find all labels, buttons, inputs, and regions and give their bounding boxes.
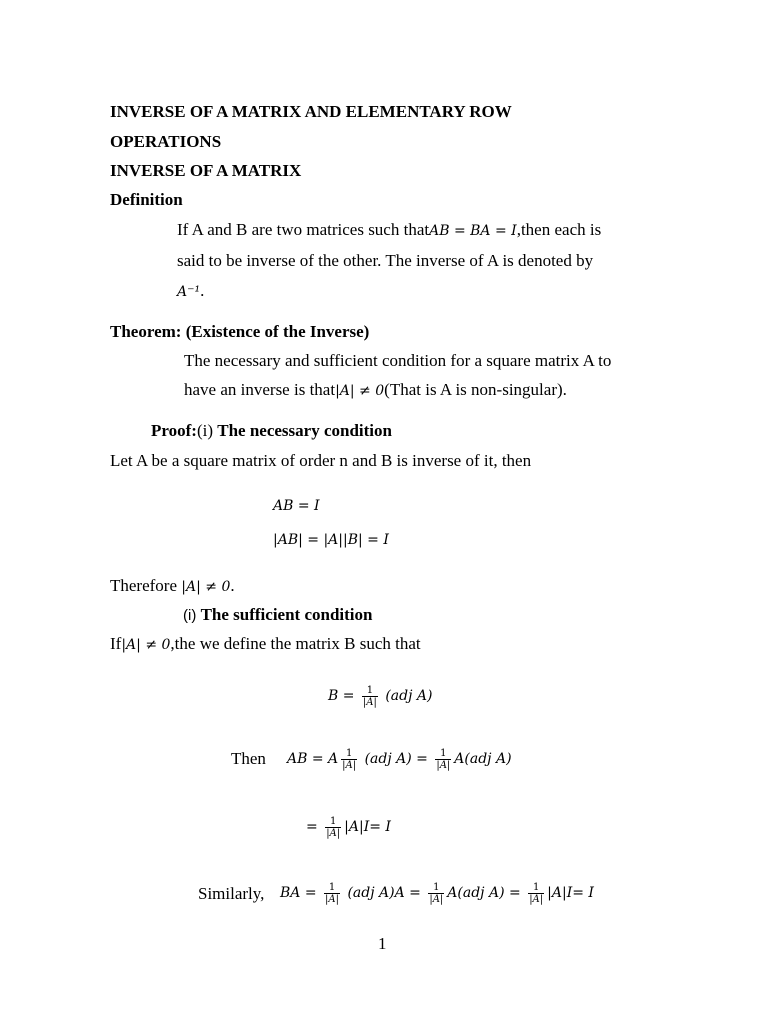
- sim-lhs: BA =: [280, 885, 322, 901]
- sufficient-condition-title: The sufficient condition: [200, 605, 373, 624]
- then-rhs: A(adj A): [454, 751, 512, 767]
- heading-title-line1: INVERSE OF A MATRIX AND ELEMENTARY ROW: [110, 102, 512, 121]
- proof-heading: [151, 421, 392, 441]
- proof-part-ii: (i): [183, 607, 197, 624]
- equation-then-ab: [287, 747, 512, 771]
- equation-result: [306, 815, 391, 839]
- page-number: 1: [378, 934, 387, 953]
- fraction-numerator: 1: [329, 815, 337, 827]
- necessary-condition-title: The necessary condition: [217, 421, 392, 440]
- then-adj: (adj A) =: [364, 751, 433, 767]
- fraction-one-over-det: [435, 748, 451, 771]
- fraction-denominator: |A|: [429, 893, 444, 905]
- definition-line3-end: .: [200, 281, 205, 300]
- eq-b-lhs: B =: [328, 688, 359, 704]
- fraction-denominator: |A|: [529, 893, 544, 905]
- result-tail: |A|I= I: [344, 819, 391, 835]
- similarly-label: Similarly,: [198, 884, 265, 903]
- fraction-denominator: |A|: [362, 696, 377, 708]
- theorem-text-a: have an inverse is that: [184, 380, 336, 399]
- definition-label: Definition: [110, 190, 183, 209]
- definition-line3: [177, 281, 204, 302]
- theorem-line1: The necessary and sufficient condition for a square matrix A to: [184, 351, 612, 370]
- fraction-numerator: 1: [328, 881, 336, 893]
- inverse-notation: A⁻¹: [177, 284, 201, 300]
- theorem-text-b: (That is A is non-singular).: [384, 380, 567, 399]
- fraction-one-over-det: [362, 685, 378, 708]
- definition-math-ab-ba-i: AB = BA = I: [429, 223, 517, 239]
- fraction-numerator: 1: [440, 747, 447, 759]
- sim-rhs: A(adj A): [447, 885, 505, 901]
- heading-inverse-of-matrix: INVERSE OF A MATRIX: [110, 161, 302, 180]
- sufficient-heading: [183, 605, 372, 626]
- proof-part-i: (i): [196, 421, 213, 440]
- fraction-one-over-det: [341, 748, 357, 771]
- fraction-numerator: 1: [532, 881, 540, 893]
- fraction-numerator: 1: [345, 747, 353, 759]
- fraction-one-over-det: [428, 882, 444, 905]
- definition-text-a: If A and B are two matrices such that: [177, 220, 430, 239]
- then-label: Then: [231, 749, 266, 768]
- definition-line1: [177, 220, 601, 241]
- fraction-one-over-det: [324, 882, 340, 905]
- fraction-one-over-det: [325, 816, 341, 839]
- definition-text-b: ,then each is: [516, 220, 602, 239]
- therefore-math: |A| ≠ 0: [181, 579, 231, 595]
- fraction-denominator: |A|: [325, 893, 339, 905]
- fraction-numerator: 1: [433, 881, 440, 893]
- sim-eq: =: [504, 885, 526, 901]
- if-line: [110, 634, 421, 655]
- fraction-denominator: |A|: [326, 827, 341, 839]
- theorem-line2: [184, 380, 567, 401]
- therefore-end: .: [230, 576, 235, 595]
- theorem-label: Theorem: (Existence of the Inverse): [110, 322, 370, 341]
- if-math: |A| ≠ 0: [121, 637, 171, 653]
- equation-det-ab: |AB| = |A||B| = I: [273, 532, 389, 548]
- then-lhs: AB = A: [287, 751, 339, 767]
- proof-label: Proof:: [151, 421, 197, 440]
- proof-let-line: Let A be a square matrix of order n and B is inverse of it, then: [110, 451, 532, 470]
- therefore-line: [110, 576, 235, 597]
- eq-b-adj: (adj A): [385, 688, 433, 704]
- if-rest: ,the we define the matrix B such that: [170, 634, 421, 653]
- therefore-text: Therefore: [110, 576, 182, 595]
- sim-tail: |A|I= I: [547, 885, 594, 901]
- equation-ab-equals-i: AB = I: [273, 498, 320, 514]
- theorem-math-det-nonzero: |A| ≠ 0: [335, 383, 385, 399]
- equation-b-definition: [328, 684, 432, 708]
- definition-line2: said to be inverse of the other. The inverse of A is denoted by: [177, 251, 594, 270]
- if-text: If: [110, 634, 122, 653]
- heading-title-line2: OPERATIONS: [110, 132, 222, 151]
- sim-mid: (adj A)A =: [347, 885, 426, 901]
- fraction-denominator: |A|: [436, 759, 451, 771]
- fraction-denominator: |A|: [342, 759, 357, 771]
- equation-similarly-ba: [280, 881, 594, 905]
- result-eq: =: [306, 819, 323, 835]
- fraction-numerator: 1: [366, 684, 374, 696]
- fraction-one-over-det: [528, 882, 544, 905]
